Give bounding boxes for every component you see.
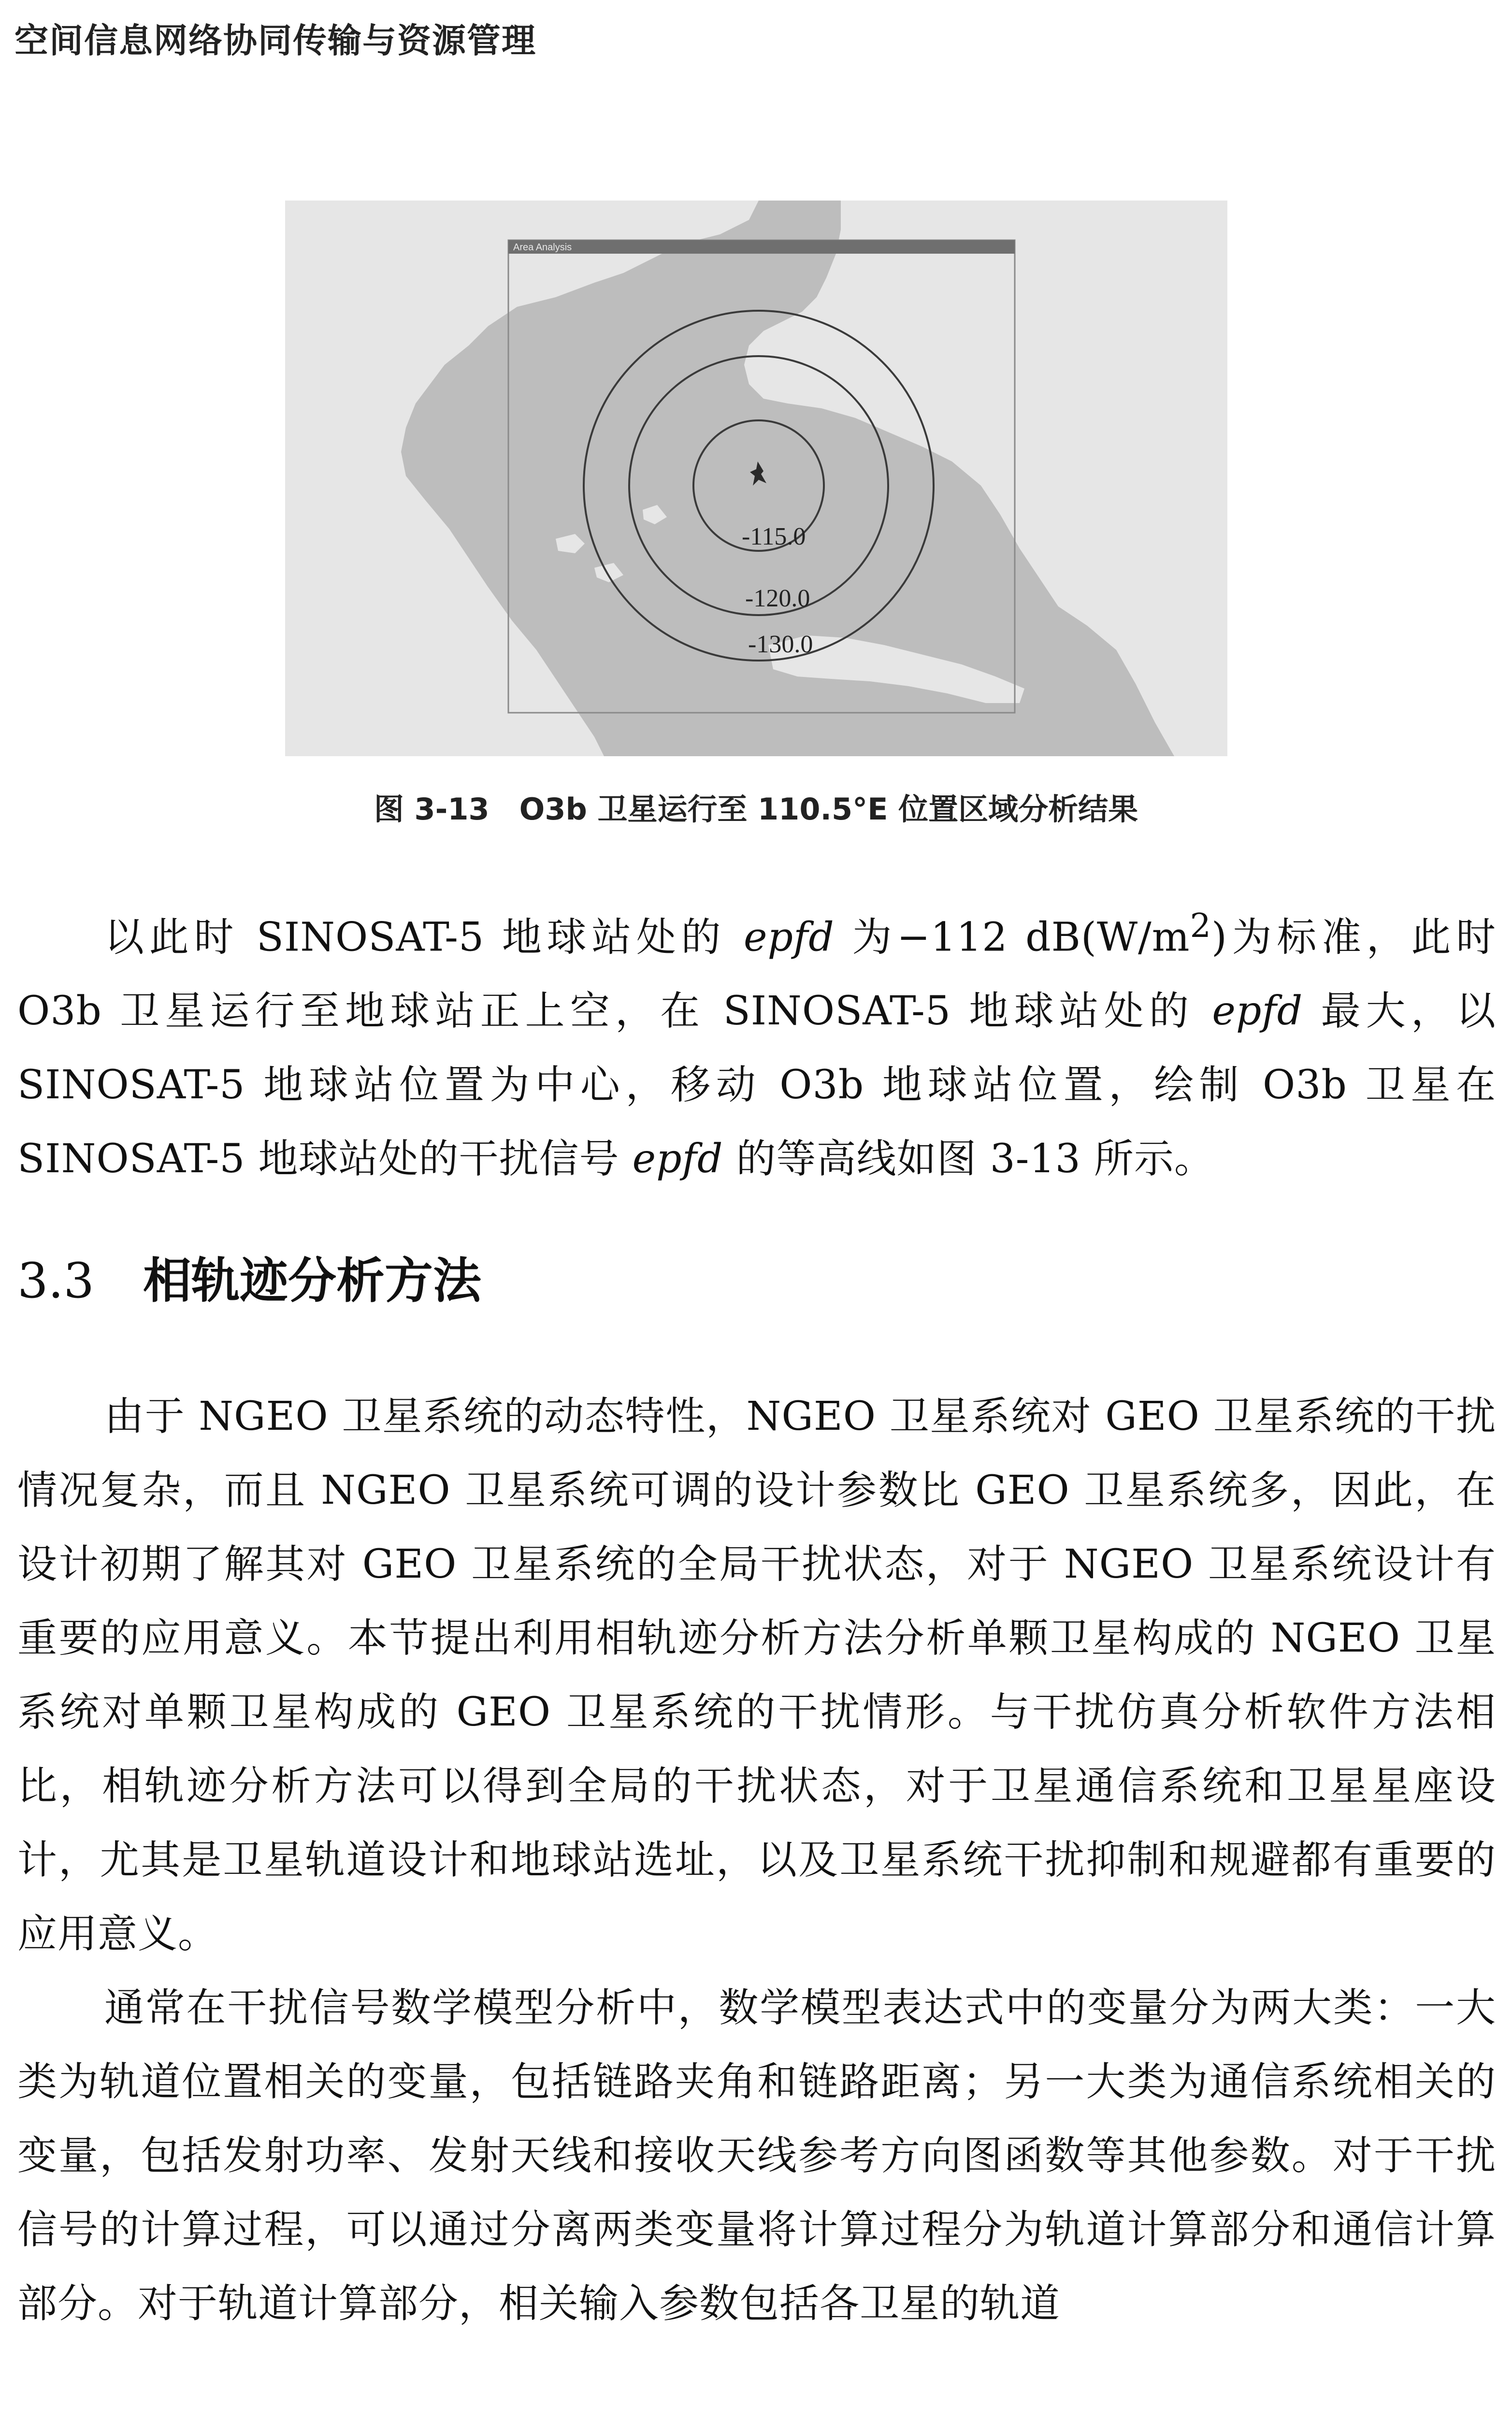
- contour-label-115: -115.0: [742, 523, 806, 550]
- text-run: 为−112 dB(W/m: [834, 914, 1190, 961]
- analysis-window-titlebar: [508, 240, 1015, 254]
- paragraph-epfd-standard: [17, 889, 1496, 1196]
- text-run: )为标准，此时 O3b 卫星运行至地球站正上空，在 SINOSAT-5 地球站处的: [17, 914, 1496, 1035]
- paragraph-text: 由于 NGEO 卫星系统的动态特性，NGEO 卫星系统对 GEO 卫星系统的干扰情况复杂，而且 NGEO 卫星系统可调的设计参数比 GEO 卫星系统多，因此，在设计初期了解其对 GEO 卫星系统的全局干扰状态，对于 NGEO 卫星系统设计有重要的应用意义。本节提出利用相轨迹分析方法分析单颗卫星构成的 NGEO 卫星系统对单颗卫星构成的 GEO 卫星系统的干扰情形。与干扰仿真分析软件方法相比，相轨迹分析方法可以得到全局的干扰状态，对于卫星通信系统和卫星星座设计，尤其是卫星轨道设计和地球站选址，以及卫星系统干扰抑制和规避都有重要的应用意义。: [17, 1394, 1496, 1957]
- text-run: 的等高线如图 3-13 所示。: [723, 1136, 1214, 1182]
- paragraph-text: [17, 889, 1496, 1196]
- analysis-window-title: Area Analysis: [513, 242, 572, 253]
- text-run: 最大，以 SINOSAT-5 地球站位置为中心，移动 O3b 地球站位置，绘制 O3b 卫星在 SINOSAT-5 地球站处的干扰信号: [17, 988, 1496, 1182]
- section-title: 相轨迹分析方法: [143, 1252, 481, 1309]
- contour-label-130: -130.0: [748, 631, 813, 658]
- epfd-term: epfd: [743, 914, 835, 961]
- epfd-term: epfd: [632, 1136, 723, 1182]
- area-analysis-map: [285, 201, 1227, 756]
- text-run: 以此时 SINOSAT-5 地球站处的: [104, 914, 744, 961]
- paragraph-text: 通常在干扰信号数学模型分析中，数学模型表达式中的变量分为两大类：一大类为轨道位置相关的变量，包括链路夹角和链路距离；另一大类为通信系统相关的变量，包括发射功率、发射天线和接收天线参考方向图函数等其他参数。对于干扰信号的计算过程，可以通过分离两类变量将计算过程分为轨道计算部分和通信计算部分。对于轨道计算部分，相关输入参数包括各卫星的轨道: [17, 1985, 1496, 2327]
- area-analysis-figure: [285, 201, 1227, 756]
- superscript: 2: [1190, 907, 1212, 945]
- contour-label-120: -120.0: [745, 585, 810, 612]
- running-header: 空间信息网络协同传输与资源管理: [14, 21, 536, 60]
- figure-caption: 图 3-13 O3b 卫星运行至 110.5°E 位置区域分析结果: [374, 791, 1138, 827]
- section-heading: [17, 1242, 481, 1311]
- paragraph-phase-trajectory-intro: [17, 1380, 1496, 2341]
- section-number: 3.3: [17, 1252, 95, 1309]
- epfd-term: epfd: [1212, 988, 1303, 1035]
